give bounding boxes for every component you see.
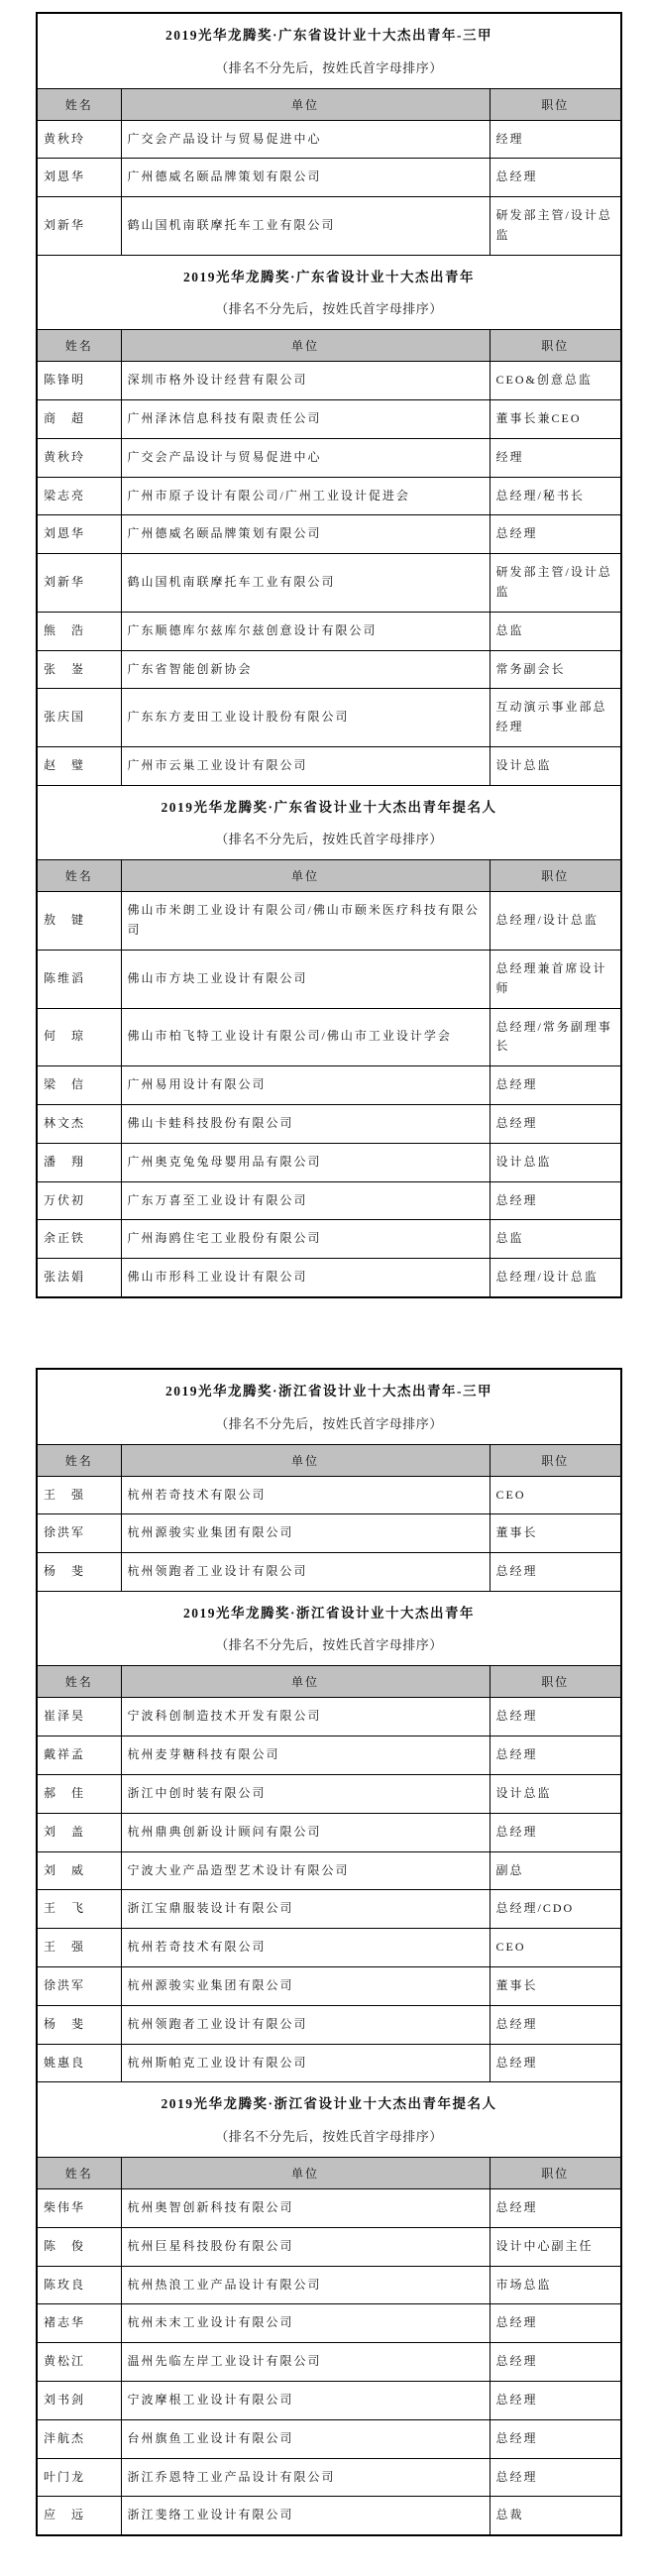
table-row — [37, 1736, 621, 1775]
name-cell: 敖 键 — [37, 892, 121, 951]
table-row — [37, 1775, 621, 1814]
position-cell: 设计中心副主任 — [490, 2227, 621, 2266]
name-cell: 刘书剑 — [37, 2381, 121, 2419]
name-cell: 熊 浩 — [37, 612, 121, 650]
unit-cell: 佛山市米朗工业设计有限公司/佛山市颐米医疗科技有限公司 — [121, 892, 490, 951]
unit-cell: 广州德威名颐品牌策划有限公司 — [121, 159, 490, 197]
position-cell: CEO&创意总监 — [490, 362, 621, 400]
position-cell: 董事长 — [490, 1514, 621, 1553]
table-row — [37, 197, 621, 256]
table-row — [37, 1008, 621, 1066]
unit-cell: 杭州麦芽糖科技有限公司 — [121, 1736, 490, 1775]
column-header-row — [37, 860, 621, 892]
position-cell: 总经理/CDO — [490, 1890, 621, 1929]
table-row — [37, 1104, 621, 1143]
name-cell: 刘新华 — [37, 554, 121, 613]
column-header-name: 姓名 — [37, 88, 121, 120]
unit-cell: 杭州源骏实业集团有限公司 — [121, 1967, 490, 2006]
table-row — [37, 2343, 621, 2382]
position-cell: 经理 — [490, 120, 621, 159]
name-cell: 泮航杰 — [37, 2419, 121, 2458]
column-header-position: 职位 — [490, 2157, 621, 2188]
name-cell: 刘新华 — [37, 197, 121, 256]
table-row — [37, 362, 621, 400]
unit-cell: 佛山卡蛙科技股份有限公司 — [121, 1104, 490, 1143]
unit-cell: 杭州巨星科技股份有限公司 — [121, 2227, 490, 2266]
unit-cell: 杭州源骏实业集团有限公司 — [121, 1514, 490, 1553]
column-header-row — [37, 2157, 621, 2188]
table-row — [37, 515, 621, 554]
section-title-cell — [37, 785, 621, 860]
position-cell: 经理 — [490, 438, 621, 477]
table-row — [37, 554, 621, 613]
section-title-cell — [37, 1591, 621, 1666]
name-cell: 徐洪军 — [37, 1967, 121, 2006]
table-row — [37, 1066, 621, 1105]
column-header-row — [37, 330, 621, 362]
name-cell: 王 飞 — [37, 1890, 121, 1929]
name-cell: 王 强 — [37, 1929, 121, 1967]
name-cell: 崔泽昊 — [37, 1698, 121, 1736]
unit-cell: 广州海鸥住宅工业股份有限公司 — [121, 1220, 490, 1259]
column-header-unit: 单位 — [121, 860, 490, 892]
position-cell: 研发部主管/设计总监 — [490, 197, 621, 256]
position-cell: 常务副会长 — [490, 650, 621, 689]
table-row — [37, 2005, 621, 2044]
name-cell: 戴祥孟 — [37, 1736, 121, 1775]
column-header-position: 职位 — [490, 1666, 621, 1698]
position-cell: 总经理 — [490, 2343, 621, 2382]
unit-cell: 广东东方麦田工业设计股份有限公司 — [121, 689, 490, 747]
section-title-cell — [37, 13, 621, 88]
name-cell: 张法娟 — [37, 1259, 121, 1297]
position-cell: 董事长 — [490, 1967, 621, 2006]
unit-cell: 杭州领跑者工业设计有限公司 — [121, 2005, 490, 2044]
name-cell: 梁 信 — [37, 1066, 121, 1105]
name-cell: 杨 斐 — [37, 1553, 121, 1592]
section-title-cell — [37, 255, 621, 330]
name-cell: 张庆国 — [37, 689, 121, 747]
table-row — [37, 438, 621, 477]
position-cell: CEO — [490, 1476, 621, 1514]
name-cell: 应 远 — [37, 2497, 121, 2535]
position-cell: 总监 — [490, 612, 621, 650]
table-row — [37, 1813, 621, 1851]
column-header-position: 职位 — [490, 1444, 621, 1476]
column-header-row — [37, 1444, 621, 1476]
name-cell: 黄松江 — [37, 2343, 121, 2382]
award-table — [36, 12, 622, 1298]
section-title-row — [37, 255, 621, 330]
position-cell: 设计总监 — [490, 747, 621, 786]
section-title-row — [37, 2082, 621, 2158]
name-cell: 陈玫良 — [37, 2266, 121, 2304]
unit-cell: 杭州若奇技术有限公司 — [121, 1476, 490, 1514]
position-cell: 设计总监 — [490, 1775, 621, 1814]
section-title: 2019光华龙腾奖·广东省设计业十大杰出青年提名人 — [161, 799, 497, 815]
position-cell: 总经理 — [490, 2458, 621, 2497]
name-cell: 陈维滔 — [37, 950, 121, 1008]
table-row — [37, 612, 621, 650]
name-cell: 叶门龙 — [37, 2458, 121, 2497]
position-cell: 总经理 — [490, 159, 621, 197]
section-title-row — [37, 1369, 621, 1444]
position-cell: 总经理 — [490, 1553, 621, 1592]
unit-cell: 宁波大业产品造型艺术设计有限公司 — [121, 1851, 490, 1890]
section-subtitle: （排名不分先后，按姓氏首字母排序） — [215, 1637, 443, 1653]
unit-cell: 广交会产品设计与贸易促进中心 — [121, 438, 490, 477]
table-row — [37, 2419, 621, 2458]
name-cell: 刘恩华 — [37, 515, 121, 554]
name-cell: 刘 盖 — [37, 1813, 121, 1851]
position-cell: 总经理/秘书长 — [490, 477, 621, 515]
unit-cell: 广州德威名颐品牌策划有限公司 — [121, 515, 490, 554]
position-cell: 总经理 — [490, 2188, 621, 2227]
name-cell: 林文杰 — [37, 1104, 121, 1143]
name-cell: 徐洪军 — [37, 1514, 121, 1553]
table-row — [37, 689, 621, 747]
table-row — [37, 650, 621, 689]
table-row — [37, 2381, 621, 2419]
column-header-row — [37, 1666, 621, 1698]
unit-cell: 温州先临左岸工业设计有限公司 — [121, 2343, 490, 2382]
section-title-cell — [37, 2082, 621, 2158]
position-cell: CEO — [490, 1929, 621, 1967]
table-row — [37, 1181, 621, 1220]
name-cell: 刘 威 — [37, 1851, 121, 1890]
position-cell: 总经理/常务副理事长 — [490, 1008, 621, 1066]
name-cell: 杨 斐 — [37, 2005, 121, 2044]
unit-cell: 佛山市柏飞特工业设计有限公司/佛山市工业设计学会 — [121, 1008, 490, 1066]
unit-cell: 广州奥克兔兔母婴用品有限公司 — [121, 1143, 490, 1181]
name-cell: 何 琼 — [37, 1008, 121, 1066]
table-row — [37, 1967, 621, 2006]
name-cell: 张 崟 — [37, 650, 121, 689]
column-header-row — [37, 88, 621, 120]
name-cell: 郝 佳 — [37, 1775, 121, 1814]
section-title: 2019光华龙腾奖·广东省设计业十大杰出青年-三甲 — [165, 28, 493, 43]
column-header-name: 姓名 — [37, 1666, 121, 1698]
table-row — [37, 1929, 621, 1967]
table-row — [37, 2458, 621, 2497]
name-cell: 黄秋玲 — [37, 438, 121, 477]
position-cell: 总裁 — [490, 2497, 621, 2535]
column-header-unit: 单位 — [121, 2157, 490, 2188]
column-header-position: 职位 — [490, 330, 621, 362]
section-title: 2019光华龙腾奖·浙江省设计业十大杰出青年提名人 — [161, 2096, 497, 2112]
position-cell: 总经理 — [490, 2044, 621, 2082]
column-header-name: 姓名 — [37, 330, 121, 362]
name-cell: 梁志亮 — [37, 477, 121, 515]
position-cell: 总监 — [490, 1220, 621, 1259]
table-row — [37, 1514, 621, 1553]
position-cell: 互动演示事业部总经理 — [490, 689, 621, 747]
position-cell: 研发部主管/设计总监 — [490, 554, 621, 613]
position-cell: 总经理 — [490, 1181, 621, 1220]
table-row — [37, 1851, 621, 1890]
column-header-position: 职位 — [490, 860, 621, 892]
unit-cell: 深圳市格外设计经营有限公司 — [121, 362, 490, 400]
name-cell: 万伏初 — [37, 1181, 121, 1220]
section-subtitle: （排名不分先后，按姓氏首字母排序） — [215, 832, 443, 847]
name-cell: 黄秋玲 — [37, 120, 121, 159]
name-cell: 王 强 — [37, 1476, 121, 1514]
position-cell: 总经理 — [490, 1104, 621, 1143]
section-title: 2019光华龙腾奖·浙江省设计业十大杰出青年 — [183, 1605, 476, 1621]
position-cell: 总经理 — [490, 515, 621, 554]
unit-cell: 杭州斯帕克工业设计有限公司 — [121, 2044, 490, 2082]
name-cell: 柴伟华 — [37, 2188, 121, 2227]
name-cell: 潘 翔 — [37, 1143, 121, 1181]
unit-cell: 佛山市方块工业设计有限公司 — [121, 950, 490, 1008]
section-title-row — [37, 13, 621, 88]
name-cell: 余正铁 — [37, 1220, 121, 1259]
unit-cell: 广东顺德库尔兹库尔兹创意设计有限公司 — [121, 612, 490, 650]
position-cell: 总经理 — [490, 2005, 621, 2044]
position-cell: 总经理/设计总监 — [490, 892, 621, 951]
unit-cell: 浙江斐络工业设计有限公司 — [121, 2497, 490, 2535]
unit-cell: 杭州奥智创新科技有限公司 — [121, 2188, 490, 2227]
unit-cell: 广州易用设计有限公司 — [121, 1066, 490, 1105]
column-header-name: 姓名 — [37, 2157, 121, 2188]
section-title-row — [37, 785, 621, 860]
section-title: 2019光华龙腾奖·浙江省设计业十大杰出青年-三甲 — [165, 1383, 493, 1399]
column-header-name: 姓名 — [37, 860, 121, 892]
column-header-unit: 单位 — [121, 330, 490, 362]
name-cell: 陈 俊 — [37, 2227, 121, 2266]
position-cell: 市场总监 — [490, 2266, 621, 2304]
unit-cell: 杭州若奇技术有限公司 — [121, 1929, 490, 1967]
section-subtitle: （排名不分先后，按姓氏首字母排序） — [215, 2128, 443, 2144]
unit-cell: 广州泽沐信息科技有限责任公司 — [121, 400, 490, 439]
table-row — [37, 1890, 621, 1929]
table-row — [37, 1553, 621, 1592]
unit-cell: 浙江中创时装有限公司 — [121, 1775, 490, 1814]
award-table — [36, 1368, 622, 2536]
column-header-unit: 单位 — [121, 1444, 490, 1476]
column-header-unit: 单位 — [121, 88, 490, 120]
position-cell: 总经理 — [490, 1698, 621, 1736]
position-cell: 总经理 — [490, 2381, 621, 2419]
table-row — [37, 950, 621, 1008]
table-row — [37, 477, 621, 515]
section-title-cell — [37, 1369, 621, 1444]
unit-cell: 广州市原子设计有限公司/广州工业设计促进会 — [121, 477, 490, 515]
unit-cell: 宁波摩根工业设计有限公司 — [121, 2381, 490, 2419]
table-row — [37, 1476, 621, 1514]
position-cell: 总经理 — [490, 2304, 621, 2343]
table-row — [37, 1143, 621, 1181]
unit-cell: 台州旗鱼工业设计有限公司 — [121, 2419, 490, 2458]
table-row — [37, 2044, 621, 2082]
column-header-unit: 单位 — [121, 1666, 490, 1698]
table-row — [37, 1698, 621, 1736]
name-cell: 褚志华 — [37, 2304, 121, 2343]
table-row — [37, 892, 621, 951]
unit-cell: 广东省智能创新协会 — [121, 650, 490, 689]
section-title: 2019光华龙腾奖·广东省设计业十大杰出青年 — [183, 269, 476, 284]
position-cell: 总经理 — [490, 1066, 621, 1105]
table-row — [37, 120, 621, 159]
unit-cell: 杭州未末工业设计有限公司 — [121, 2304, 490, 2343]
table-row — [37, 1220, 621, 1259]
unit-cell: 浙江宝鼎服装设计有限公司 — [121, 1890, 490, 1929]
table-row — [37, 2188, 621, 2227]
position-cell: 总经理 — [490, 1813, 621, 1851]
unit-cell: 鹤山国机南联摩托车工业有限公司 — [121, 197, 490, 256]
position-cell: 总经理兼首席设计师 — [490, 950, 621, 1008]
table-row — [37, 2497, 621, 2535]
name-cell: 姚惠良 — [37, 2044, 121, 2082]
unit-cell: 杭州热浪工业产品设计有限公司 — [121, 2266, 490, 2304]
unit-cell: 鹤山国机南联摩托车工业有限公司 — [121, 554, 490, 613]
section-title-row — [37, 1591, 621, 1666]
table-row — [37, 2304, 621, 2343]
unit-cell: 浙江乔恩特工业产品设计有限公司 — [121, 2458, 490, 2497]
name-cell: 商 超 — [37, 400, 121, 439]
position-cell: 董事长兼CEO — [490, 400, 621, 439]
column-header-position: 职位 — [490, 88, 621, 120]
position-cell: 总经理/设计总监 — [490, 1259, 621, 1297]
table-row — [37, 747, 621, 786]
table-row — [37, 2227, 621, 2266]
unit-cell: 广州市云巢工业设计有限公司 — [121, 747, 490, 786]
name-cell: 陈锋明 — [37, 362, 121, 400]
table-row — [37, 1259, 621, 1297]
name-cell: 赵 璧 — [37, 747, 121, 786]
unit-cell: 广东万喜至工业设计有限公司 — [121, 1181, 490, 1220]
unit-cell: 杭州鼎典创新设计顾问有限公司 — [121, 1813, 490, 1851]
unit-cell: 宁波科创制造技术开发有限公司 — [121, 1698, 490, 1736]
unit-cell: 广交会产品设计与贸易促进中心 — [121, 120, 490, 159]
section-subtitle: （排名不分先后，按姓氏首字母排序） — [215, 301, 443, 317]
table-row — [37, 400, 621, 439]
position-cell: 副总 — [490, 1851, 621, 1890]
unit-cell: 杭州领跑者工业设计有限公司 — [121, 1553, 490, 1592]
unit-cell: 佛山市形科工业设计有限公司 — [121, 1259, 490, 1297]
position-cell: 总经理 — [490, 1736, 621, 1775]
table-row — [37, 2266, 621, 2304]
section-subtitle: （排名不分先后，按姓氏首字母排序） — [215, 59, 443, 75]
column-header-name: 姓名 — [37, 1444, 121, 1476]
position-cell: 总经理 — [490, 2419, 621, 2458]
name-cell: 刘恩华 — [37, 159, 121, 197]
section-subtitle: （排名不分先后，按姓氏首字母排序） — [215, 1415, 443, 1431]
table-row — [37, 159, 621, 197]
position-cell: 设计总监 — [490, 1143, 621, 1181]
